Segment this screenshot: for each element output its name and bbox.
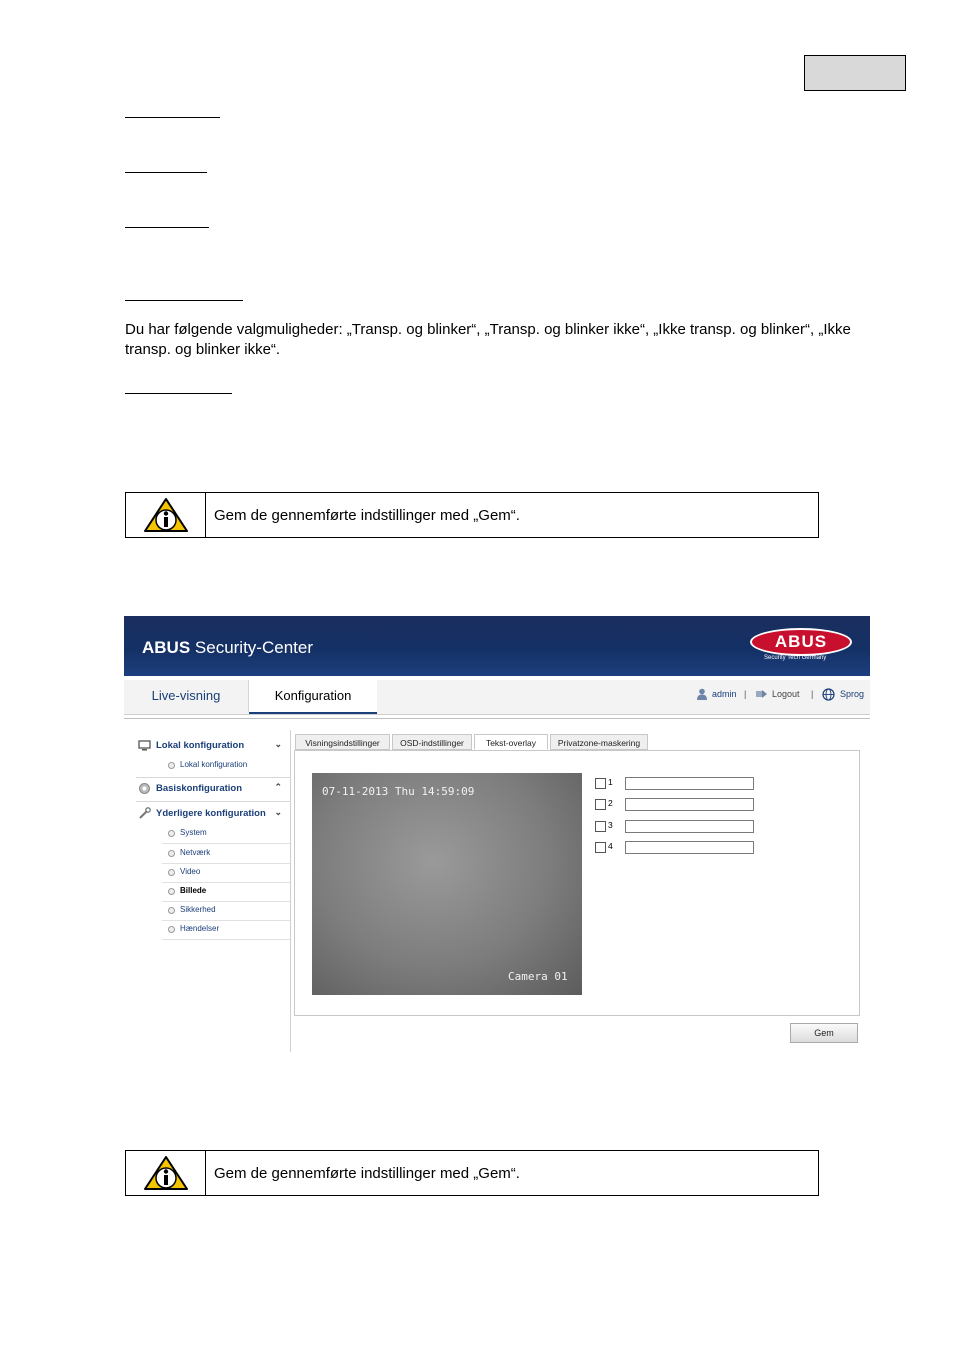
osd-timestamp: 07-11-2013 Thu 14:59:09 [322, 785, 475, 798]
tab-display-settings[interactable]: Visningsindstillinger [295, 734, 390, 750]
overlay-text-input-2[interactable] [625, 798, 754, 811]
overlay-text-input-1[interactable] [625, 777, 754, 790]
heading-underline-2 [125, 172, 207, 173]
sidebar-section-basic[interactable]: Basiskonfiguration ⌃ [136, 779, 290, 801]
note-text: Gem de gennemførte indstillinger med „Gem“. [214, 506, 520, 524]
overlay-text-input-4[interactable] [625, 841, 754, 854]
username-link[interactable]: admin [712, 689, 737, 699]
sidebar-item-image[interactable]: Billede [162, 882, 290, 902]
tab-privacy-mask[interactable]: Privatzone-maskering [550, 734, 648, 750]
overlay-checkbox-2[interactable] [595, 799, 606, 810]
heading-underline-3 [125, 227, 209, 228]
options-paragraph: Du har følgende valgmuligheder: „Transp. og blinker“, „Transp. og blinker ikke“, „Ikke transp. og blinker“, „Ikke transp. og blinker ikke“. [125, 321, 851, 358]
gear-icon [138, 782, 151, 795]
chevron-down-icon: ⌄ [274, 807, 282, 817]
monitor-icon [138, 739, 151, 752]
overlay-checkbox-1[interactable] [595, 778, 606, 789]
sidebar-item-events[interactable]: Hændelser [162, 920, 290, 940]
heading-underline-5 [125, 393, 232, 394]
osd-camera-name: Camera 01 [508, 970, 568, 983]
security-center-screenshot [124, 616, 870, 1056]
heading-underline-4 [125, 300, 243, 301]
note-text: Gem de gennemførte indstillinger med „Gem“. [214, 1164, 520, 1182]
sidebar-item-video[interactable]: Video [162, 863, 290, 883]
sidebar-item-local-config[interactable]: Lokal konfiguration [162, 756, 290, 775]
sidebar-item-system[interactable]: System [162, 824, 290, 844]
sidebar-item-security[interactable]: Sikkerhed [162, 901, 290, 921]
abus-logo: ABUS Security Tech Germany [750, 628, 852, 662]
overlay-text-input-3[interactable] [625, 820, 754, 833]
note-box [125, 1150, 819, 1196]
tab-osd-settings[interactable]: OSD-indstillinger [392, 734, 472, 750]
logout-icon [755, 689, 768, 699]
wrench-icon [138, 807, 151, 820]
video-preview [312, 773, 582, 995]
overlay-checkbox-3[interactable] [595, 821, 606, 832]
sidebar-item-network[interactable]: Netværk [162, 844, 290, 864]
save-button[interactable]: Gem [790, 1023, 858, 1043]
tab-live-view[interactable]: Live-visning [124, 680, 249, 712]
language-link[interactable]: Sprog [840, 689, 865, 699]
chevron-up-icon: ⌃ [274, 782, 282, 792]
logout-link[interactable]: Logout [772, 689, 800, 699]
main-nav: Live-visning Konfiguration admin | Logout | Sprog [124, 680, 870, 715]
globe-icon [822, 688, 835, 701]
heading-underline-1 [125, 117, 220, 118]
warning-info-icon [143, 1155, 189, 1191]
sidebar-section-local[interactable]: Lokal konfiguration ⌄ [136, 736, 290, 758]
overlay-checkbox-4[interactable] [595, 842, 606, 853]
chevron-down-icon: ⌄ [274, 739, 282, 749]
tab-text-overlay[interactable]: Tekst-overlay [474, 734, 548, 750]
sidebar-section-advanced[interactable]: Yderligere konfiguration ⌄ [136, 804, 290, 826]
tab-configuration[interactable]: Konfiguration [249, 680, 377, 714]
text-overlay-panel: 07-11-2013 Thu 14:59:09 Camera 01 1 2 3 4 [294, 750, 860, 1016]
note-box [125, 492, 819, 538]
user-icon [696, 688, 708, 700]
warning-info-icon [143, 497, 189, 533]
language-label-box [804, 55, 906, 91]
app-banner [124, 616, 870, 676]
app-title: ABUS Security-Center [142, 638, 313, 657]
